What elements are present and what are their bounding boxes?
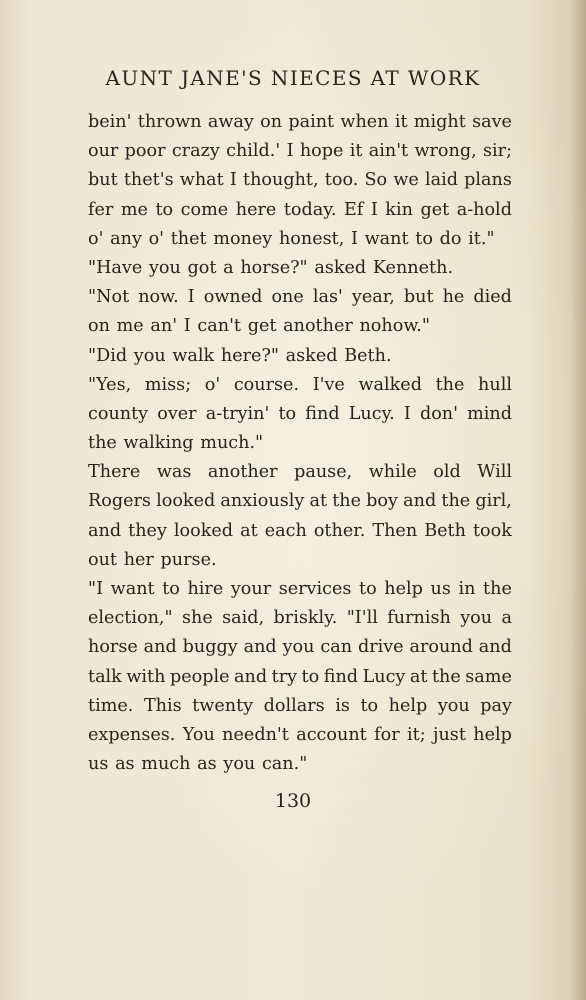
text-line: "Have you got a horse?" asked Kenneth. [88, 257, 454, 278]
text-line: "Did you walk here?" asked Beth. [88, 345, 392, 366]
text-line: time. This twenty dollars is to help you pay [88, 695, 512, 716]
running-head: AUNT JANE'S NIECES AT WORK [105, 66, 481, 90]
page-edge-shadow [570, 0, 586, 1000]
text-line: on me an' I can't get another nohow." [88, 316, 430, 337]
text-line: our poor crazy child.' I hope it ain't wrong, sir; [88, 141, 512, 162]
text-line: the walking much." [88, 433, 264, 454]
text-line: o' any o' thet money honest, I want to do it." [88, 228, 495, 249]
text-line: us as much as you can." [88, 754, 308, 775]
text-line: and they looked at each other. Then Beth took [88, 520, 512, 541]
text-line: "Yes, miss; o' course. I've walked the hull [88, 374, 512, 395]
text-line: expenses. You needn't account for it; just help [88, 724, 512, 745]
text-line: talk with people and try to find Lucy at the same [88, 666, 512, 687]
text-line: Rogers looked anxiously at the boy and the girl, [88, 491, 512, 512]
body-text [88, 108, 512, 779]
text-line: "I want to hire your services to help us in the [88, 579, 512, 599]
text-line: fer me to come here today. Ef I kin get a-hold [88, 199, 512, 220]
text-line: "Not now. I owned one las' year, but he died [88, 287, 512, 308]
text-line: There was another pause, while old Will [88, 462, 512, 483]
text-line: election," she said, briskly. "I'll furnish you a [88, 608, 512, 629]
text-line: horse and buggy and you can drive around and [88, 637, 512, 658]
text-line: county over a-tryin' to find Lucy. I don' mind [88, 403, 512, 424]
text-line: but thet's what I thought, too. So we laid plans [88, 170, 512, 191]
text-line: out her purse. [88, 549, 217, 570]
text-line: bein' thrown away on paint when it might save [88, 112, 512, 132]
page-number: 130 [274, 790, 312, 812]
